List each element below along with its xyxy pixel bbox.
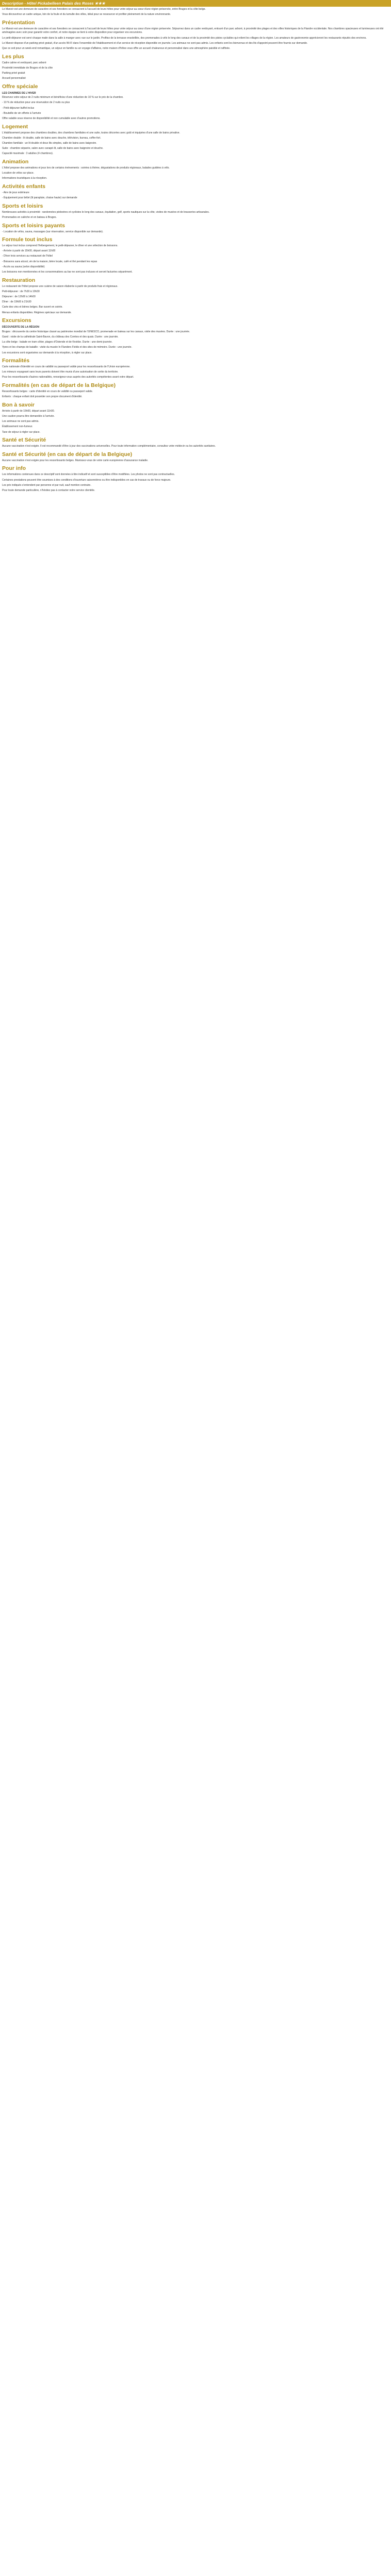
section-paragraph: La côte belge : balade en tram côtier, plages d'Ostende et de Knokke. Durée : une demi-journée. (2, 341, 112, 344)
section-heading: Bon à savoir (2, 401, 35, 408)
section-paragraph: Nombreuses activités à proximité : randonnées pédestres et cyclistes le long des canaux, équitation, golf, sports nautiques sur la côte, visites de musées et de brasseries artisanales. (2, 210, 210, 214)
section-paragraph: Capacité maximale : 3 adultes (4 chambres). (2, 152, 54, 156)
section (2, 317, 388, 355)
section-paragraph: - Petit-déjeuner buffet inclus (2, 106, 35, 110)
section-heading: Les plus (2, 53, 24, 60)
section-paragraph: Réservez votre séjour de 2 nuits minimum et bénéficiez d'une réduction de 10 % sur le prix de la chambre. (2, 96, 124, 99)
section-paragraph: - Arrivée à partir de 15h00, départ avant 11h00 (2, 249, 56, 253)
section (2, 83, 388, 121)
section-paragraph: Offre valable sous réserve de disponibilité et non cumulable avec d'autres promotions. (2, 117, 101, 121)
section (2, 465, 388, 493)
section-paragraph: Le Manoir est une demeure de caractère et ses forestiers se consacrent à l'accueil de leurs hôtes pour votre séjour au cœur d'une région préservée. Séjournez dans un cadre verdoyant, entouré d'un parc arboré, à proximité des plages et des villes historiques de la Flandre occidentale. Nos chambres spacieuses et lumineuses ont été aménagées avec soin pour garantir votre confort, et notre équipe se tient à votre disposition pour organiser vos excursions. (2, 27, 384, 35)
section (2, 451, 388, 463)
page-banner (0, 0, 391, 7)
section-paragraph: Les informations contenues dans ce descriptif sont données à titre indicatif et sont susceptibles d'être modifiées. Les photos ne sont pas contractuelles. (2, 473, 175, 477)
section-paragraph: - Aire de jeux extérieure (2, 191, 29, 194)
section-heading: Sports et loisirs (2, 202, 43, 209)
section-paragraph: Déjeuner : de 12h00 à 14h00 (2, 295, 36, 298)
section-heading: Activités enfants (2, 183, 46, 190)
section-paragraph: Aucune vaccination n'est exigée. Il est recommandé d'être à jour des vaccinations universelles. Pour toute information complémentaire, consultez votre médecin ou les autorités sanitaires. (2, 445, 216, 448)
section-paragraph: Petit-déjeuner : de 7h30 à 10h30 (2, 290, 40, 293)
section-paragraph: Gand : visite de la cathédrale Saint-Bavon, du château des Comtes et des quais. Durée : une journée. (2, 335, 119, 338)
section-paragraph: Le Manoir est une demeure de caractère et ses forestiers se consacrent à l'accueil de leurs hôtes pour votre séjour au cœur d'une région préservée, entre Bruges et la côte belge. (2, 8, 206, 11)
section-paragraph: Location de vélos sur place. (2, 172, 34, 175)
description-content (0, 7, 391, 499)
section-heading: Offre spéciale (2, 83, 38, 90)
section-paragraph: Établissement non-fumeur. (2, 425, 33, 429)
section (2, 223, 388, 234)
section-paragraph: Les mineurs voyageant sans leurs parents doivent être munis d'une autorisation de sortie du territoire. (2, 370, 119, 374)
section-paragraph: Que ce soit pour un week-end romantique, un séjour en famille ou un voyage d'affaires, notre maison d'hôtes vous offre un accueil chaleureux et personnalisé dans une atmosphère paisible et raffinée. (2, 46, 231, 50)
section-heading: Excursions (2, 317, 31, 324)
section (2, 159, 388, 181)
section-paragraph: Carte nationale d'identité en cours de validité ou passeport valide pour les ressortissants de l'Union européenne. (2, 365, 131, 369)
section-heading: Santé et Sécurité (2, 437, 46, 444)
section-paragraph: Les animaux ne sont pas admis. (2, 420, 39, 423)
section-paragraph: Dîner : de 19h00 à 21h30 (2, 300, 31, 304)
section-paragraph: Les prix indiqués s'entendent par personne et par nuit, sauf mention contraire. (2, 483, 91, 487)
section-subheading: DÉCOUVERTE DE LA RÉGION (2, 326, 40, 329)
section-paragraph: Parking privé gratuit (2, 71, 25, 75)
section-paragraph: Accueil personnalisé (2, 77, 26, 80)
section (2, 203, 388, 220)
section-paragraph: Taxe de séjour à régler sur place. (2, 430, 40, 434)
section (2, 20, 388, 51)
section-heading: Formalités (en cas de départ de la Belgique) (2, 382, 116, 389)
page (0, 0, 391, 499)
section-heading: Animation (2, 158, 29, 165)
section-heading: Restauration (2, 277, 36, 283)
section-heading: Logement (2, 123, 28, 130)
section-paragraph: - Équipement pour bébé (lit parapluie, chaise haute) sur demande (2, 196, 77, 200)
section-heading: Formalités (2, 358, 30, 364)
section-paragraph: Une caution pourra être demandée à l'arrivée. (2, 415, 55, 418)
section-paragraph: L'hôtel propose des animations et jeux lors de certains événements : soirées à thème, dégustations de produits régionaux, balades guidées à vélo. (2, 166, 170, 170)
section-paragraph: Vous découvrirez un cadre unique, loin de la foule et du tumulte des villes, idéal pour se ressourcer et profiter pleinement de la nature environnante. (2, 13, 171, 16)
section-paragraph: Informations touristiques à la réception. (2, 177, 47, 180)
section (2, 382, 388, 399)
section (2, 358, 388, 380)
section-paragraph: Bruges : découverte du centre historique classé au patrimoine mondial de l'UNESCO, promenade en bateau sur les canaux, visite des musées. Durée : une journée. (2, 330, 190, 333)
section (2, 277, 388, 315)
section-paragraph: Enfants : chaque enfant doit posséder son propre document d'identité. (2, 395, 83, 399)
section-paragraph: Ressortissants belges : carte d'identité en cours de validité ou passeport valide. (2, 390, 93, 394)
banner-title: Description - Hôtel Pickabelleen Palais des Roses ★★★ (2, 1, 105, 6)
section-paragraph: - Boissons sans alcool, vin de la maison, bière locale, café et thé pendant les repas (2, 260, 97, 263)
section-paragraph: - 10 % de réduction pour une réservation de 2 nuits ou plus (2, 101, 70, 105)
section-paragraph: Aucune vaccination n'est exigée pour les ressortissants belges. Munissez-vous de votre carte européenne d'assurance maladie. (2, 459, 149, 462)
section-paragraph: - Dîner trois services au restaurant de l'hôtel (2, 255, 53, 258)
section (2, 236, 388, 275)
section-paragraph: Certaines prestations peuvent être soumises à des conditions d'ouverture saisonnières ou être indisponibles en cas de travaux ou de force majeure. (2, 478, 171, 482)
section-paragraph: L'établissement propose des chambres doubles, des chambres familiales et une suite, toutes décorées avec goût et équipées d'une salle de bains privative. (2, 131, 180, 134)
section-heading: Présentation (2, 19, 35, 26)
section-paragraph: Chambre double : lit double, salle de bains avec douche, télévision, bureau, coffre-fort. (2, 136, 101, 140)
section-heading: Pour info (2, 465, 26, 472)
section (2, 54, 388, 81)
section-paragraph: Proximité immédiate de Bruges et de la côte (2, 66, 53, 70)
section-paragraph: Le restaurant de l'hôtel propose une cuisine de saison élaborée à partir de produits frais et régionaux. (2, 284, 118, 288)
section (2, 124, 388, 156)
section-subheading: LES CHARMES DE L'HIVER (2, 91, 36, 95)
section-paragraph: Le séjour tout inclus comprend l'hébergement, le petit-déjeuner, le dîner et une sélection de boissons. (2, 244, 118, 248)
section-paragraph: Chambre familiale : un lit double et deux lits simples, salle de bains avec baignoire. (2, 142, 97, 145)
section (2, 8, 388, 17)
section-paragraph: Les boissons non mentionnées et les consommations au bar ne sont pas incluses et seront facturées séparément. (2, 270, 133, 274)
section-paragraph: Promenades en calèche et en bateau à Bruges. (2, 215, 57, 219)
section-paragraph: Ypres et les champs de bataille : visite du musée In Flanders Fields et des sites de mémoire. Durée : une journée. (2, 346, 132, 349)
section-paragraph: Carte des vins et bières belges. Bar ouvert en soirée. (2, 306, 63, 309)
section-paragraph: - Accès au sauna (selon disponibilité) (2, 265, 45, 268)
section-paragraph: Le petit-déjeuner est servi chaque matin dans la salle à manger avec vue sur le jardin. Profitez de la terrasse ensoleillée, des promenades à vélo le long des canaux et de la proximité des pistes cyclables qui relient les villages de la région. Les amateurs de gastronomie apprécieront les restaurants réputés des environs. (2, 36, 367, 40)
section-paragraph: Menus enfants disponibles. Régimes spéciaux sur demande. (2, 311, 72, 314)
section-paragraph: - Bouteille de vin offerte à l'arrivée (2, 111, 41, 115)
section (2, 183, 388, 200)
section (2, 402, 388, 434)
section-paragraph: Arrivée à partir de 15h00, départ avant 11h00. (2, 409, 55, 413)
section (2, 437, 388, 449)
section-heading: Formule tout inclus (2, 236, 53, 243)
section-heading: Sports et loisirs payants (2, 222, 65, 229)
section-paragraph: Les excursions sont organisées sur demande à la réception, à régler sur place. (2, 351, 92, 354)
section-paragraph: Le Manoir dispose d'un parking privé gratuit, d'un accès Wi-Fi dans l'ensemble de l'établissement et d'un service de réception disponible en journée. Les animaux ne sont pas admis. Les enfants sont les bienvenus et des lits d'appoint peuvent être fournis sur demande. (2, 41, 308, 45)
section-paragraph: Pour toute demande particulière, n'hésitez pas à contacter notre service clientèle. (2, 488, 95, 492)
section-paragraph: Suite : chambre séparée, salon avec canapé-lit, salle de bains avec baignoire et douche. (2, 147, 104, 150)
section-paragraph: Cadre calme et verdoyant, parc arboré (2, 61, 46, 64)
section-paragraph: - Location de vélos, sauna, massages (sur réservation, service disponible sur demande). (2, 230, 104, 233)
section-heading: Santé et Sécurité (en cas de départ de la Belgique) (2, 451, 133, 457)
section-paragraph: Pour les ressortissants d'autres nationalités, renseignez-vous auprès des autorités compétentes avant votre départ. (2, 376, 134, 379)
